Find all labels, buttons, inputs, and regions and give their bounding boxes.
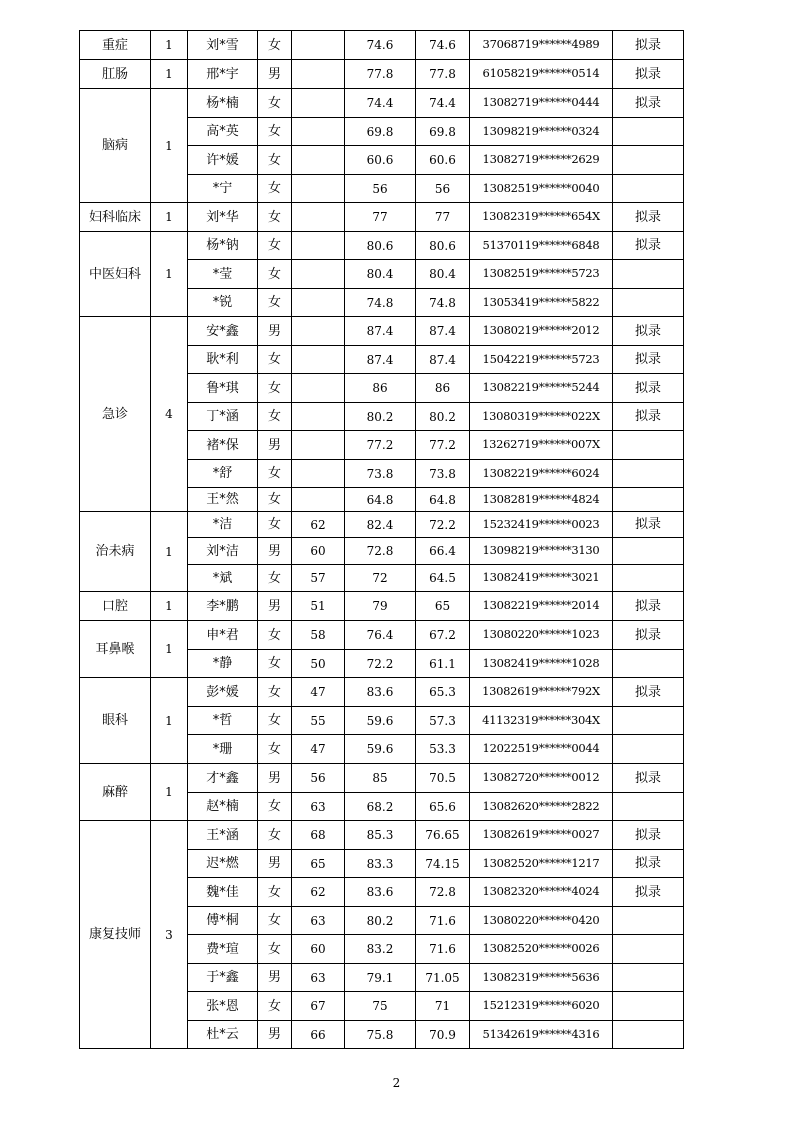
total-score-cell: 86 xyxy=(416,374,470,403)
written-score-cell: 47 xyxy=(292,678,345,707)
dept-cell: 急诊 xyxy=(80,317,151,512)
total-score-cell: 77.2 xyxy=(416,431,470,460)
id-number-cell: 13098219******0324 xyxy=(470,118,613,146)
result-cell: 拟录 xyxy=(613,31,684,60)
name-cell: *珊 xyxy=(188,735,258,764)
interview-score-cell: 68.2 xyxy=(345,793,416,821)
interview-score-cell: 85 xyxy=(345,764,416,793)
table-row xyxy=(80,592,684,621)
written-score-cell: 51 xyxy=(292,592,345,621)
sex-cell: 女 xyxy=(258,650,292,678)
written-score-cell xyxy=(292,374,345,403)
total-score-cell: 66.4 xyxy=(416,538,470,565)
result-cell: 拟录 xyxy=(613,60,684,89)
interview-score-cell: 77 xyxy=(345,203,416,232)
name-cell: *锐 xyxy=(188,289,258,317)
name-cell: 王*然 xyxy=(188,488,258,512)
result-cell xyxy=(613,1021,684,1049)
total-score-cell: 71.6 xyxy=(416,935,470,964)
page-number: 2 xyxy=(392,1076,401,1090)
id-number-cell: 13082320******4024 xyxy=(470,878,613,907)
result-cell: 拟录 xyxy=(613,821,684,850)
name-cell: 许*媛 xyxy=(188,146,258,175)
dept-cell: 康复技师 xyxy=(80,821,151,1049)
result-cell: 拟录 xyxy=(613,878,684,907)
name-cell: *斌 xyxy=(188,565,258,592)
written-score-cell: 56 xyxy=(292,764,345,793)
total-score-cell: 71.05 xyxy=(416,964,470,992)
result-cell xyxy=(613,992,684,1021)
interview-score-cell: 74.4 xyxy=(345,89,416,118)
total-score-cell: 87.4 xyxy=(416,346,470,374)
quota-cell: 4 xyxy=(151,317,188,512)
sex-cell: 女 xyxy=(258,289,292,317)
written-score-cell xyxy=(292,289,345,317)
id-number-cell: 41132319******304X xyxy=(470,707,613,735)
interview-score-cell: 80.2 xyxy=(345,907,416,935)
written-score-cell: 63 xyxy=(292,964,345,992)
result-cell: 拟录 xyxy=(613,764,684,793)
sex-cell: 女 xyxy=(258,260,292,289)
sex-cell: 女 xyxy=(258,146,292,175)
written-score-cell xyxy=(292,431,345,460)
sex-cell: 男 xyxy=(258,850,292,878)
id-number-cell: 13082519******5723 xyxy=(470,260,613,289)
interview-score-cell: 74.8 xyxy=(345,289,416,317)
id-number-cell: 13082520******0026 xyxy=(470,935,613,964)
name-cell: 杨*楠 xyxy=(188,89,258,118)
written-score-cell: 57 xyxy=(292,565,345,592)
id-number-cell: 13082619******792X xyxy=(470,678,613,707)
id-number-cell: 13082619******0027 xyxy=(470,821,613,850)
name-cell: 傅*桐 xyxy=(188,907,258,935)
id-number-cell: 13082719******2629 xyxy=(470,146,613,175)
interview-score-cell: 56 xyxy=(345,175,416,203)
name-cell: 邢*宇 xyxy=(188,60,258,89)
id-number-cell: 13262719******007X xyxy=(470,431,613,460)
interview-score-cell: 72 xyxy=(345,565,416,592)
name-cell: 鲁*琪 xyxy=(188,374,258,403)
sex-cell: 女 xyxy=(258,175,292,203)
dept-cell: 眼科 xyxy=(80,678,151,764)
total-score-cell: 87.4 xyxy=(416,317,470,346)
quota-cell: 3 xyxy=(151,821,188,1049)
result-cell: 拟录 xyxy=(613,621,684,650)
sex-cell: 女 xyxy=(258,935,292,964)
name-cell: 高*英 xyxy=(188,118,258,146)
results-table xyxy=(79,30,684,1049)
table-row xyxy=(80,232,684,260)
result-cell xyxy=(613,735,684,764)
id-number-cell: 51342619******4316 xyxy=(470,1021,613,1049)
result-cell: 拟录 xyxy=(613,678,684,707)
table-row xyxy=(80,764,684,793)
quota-cell: 1 xyxy=(151,621,188,678)
sex-cell: 女 xyxy=(258,403,292,431)
sex-cell: 女 xyxy=(258,118,292,146)
result-cell: 拟录 xyxy=(613,89,684,118)
table-row xyxy=(80,821,684,850)
interview-score-cell: 77.8 xyxy=(345,60,416,89)
total-score-cell: 64.8 xyxy=(416,488,470,512)
total-score-cell: 64.5 xyxy=(416,565,470,592)
total-score-cell: 70.9 xyxy=(416,1021,470,1049)
total-score-cell: 76.65 xyxy=(416,821,470,850)
sex-cell: 男 xyxy=(258,964,292,992)
interview-score-cell: 60.6 xyxy=(345,146,416,175)
written-score-cell xyxy=(292,232,345,260)
written-score-cell: 55 xyxy=(292,707,345,735)
name-cell: 刘*洁 xyxy=(188,538,258,565)
total-score-cell: 74.4 xyxy=(416,89,470,118)
total-score-cell: 56 xyxy=(416,175,470,203)
total-score-cell: 60.6 xyxy=(416,146,470,175)
written-score-cell xyxy=(292,403,345,431)
quota-cell: 1 xyxy=(151,31,188,60)
total-score-cell: 61.1 xyxy=(416,650,470,678)
table-row xyxy=(80,317,684,346)
result-cell xyxy=(613,289,684,317)
written-score-cell xyxy=(292,89,345,118)
sex-cell: 女 xyxy=(258,203,292,232)
name-cell: *莹 xyxy=(188,260,258,289)
result-cell xyxy=(613,707,684,735)
result-cell: 拟录 xyxy=(613,850,684,878)
total-score-cell: 71.6 xyxy=(416,907,470,935)
sex-cell: 女 xyxy=(258,565,292,592)
interview-score-cell: 79 xyxy=(345,592,416,621)
quota-cell: 1 xyxy=(151,60,188,89)
result-cell: 拟录 xyxy=(613,592,684,621)
total-score-cell: 67.2 xyxy=(416,621,470,650)
interview-score-cell: 75.8 xyxy=(345,1021,416,1049)
sex-cell: 女 xyxy=(258,707,292,735)
id-number-cell: 12022519******0044 xyxy=(470,735,613,764)
sex-cell: 女 xyxy=(258,346,292,374)
id-number-cell: 13082720******0012 xyxy=(470,764,613,793)
total-score-cell: 80.2 xyxy=(416,403,470,431)
result-cell xyxy=(613,431,684,460)
id-number-cell: 15232419******0023 xyxy=(470,512,613,538)
result-cell xyxy=(613,565,684,592)
sex-cell: 女 xyxy=(258,460,292,488)
id-number-cell: 13082719******0444 xyxy=(470,89,613,118)
interview-score-cell: 83.3 xyxy=(345,850,416,878)
interview-score-cell: 59.6 xyxy=(345,735,416,764)
written-score-cell: 60 xyxy=(292,538,345,565)
name-cell: *洁 xyxy=(188,512,258,538)
sex-cell: 女 xyxy=(258,735,292,764)
result-cell: 拟录 xyxy=(613,374,684,403)
total-score-cell: 77 xyxy=(416,203,470,232)
interview-score-cell: 83.2 xyxy=(345,935,416,964)
id-number-cell: 13082219******5244 xyxy=(470,374,613,403)
result-cell xyxy=(613,175,684,203)
result-cell xyxy=(613,907,684,935)
dept-cell: 耳鼻喉 xyxy=(80,621,151,678)
name-cell: *静 xyxy=(188,650,258,678)
name-cell: 费*瑄 xyxy=(188,935,258,964)
quota-cell: 1 xyxy=(151,678,188,764)
id-number-cell: 13082219******2014 xyxy=(470,592,613,621)
interview-score-cell: 87.4 xyxy=(345,317,416,346)
id-number-cell: 13082620******2822 xyxy=(470,793,613,821)
dept-cell: 妇科临床 xyxy=(80,203,151,232)
interview-score-cell: 76.4 xyxy=(345,621,416,650)
table-row xyxy=(80,203,684,232)
written-score-cell xyxy=(292,203,345,232)
quota-cell: 1 xyxy=(151,512,188,592)
name-cell: 刘*雪 xyxy=(188,31,258,60)
written-score-cell: 66 xyxy=(292,1021,345,1049)
interview-score-cell: 72.8 xyxy=(345,538,416,565)
quota-cell: 1 xyxy=(151,89,188,203)
result-cell xyxy=(613,964,684,992)
total-score-cell: 72.8 xyxy=(416,878,470,907)
name-cell: 褚*保 xyxy=(188,431,258,460)
name-cell: *宁 xyxy=(188,175,258,203)
name-cell: 彭*媛 xyxy=(188,678,258,707)
dept-cell: 治未病 xyxy=(80,512,151,592)
id-number-cell: 13082819******4824 xyxy=(470,488,613,512)
total-score-cell: 77.8 xyxy=(416,60,470,89)
interview-score-cell: 72.2 xyxy=(345,650,416,678)
result-cell: 拟录 xyxy=(613,346,684,374)
quota-cell: 1 xyxy=(151,203,188,232)
total-score-cell: 57.3 xyxy=(416,707,470,735)
table-row xyxy=(80,89,684,118)
dept-cell: 肛肠 xyxy=(80,60,151,89)
name-cell: *哲 xyxy=(188,707,258,735)
sex-cell: 男 xyxy=(258,592,292,621)
sex-cell: 女 xyxy=(258,793,292,821)
id-number-cell: 37068719******4989 xyxy=(470,31,613,60)
id-number-cell: 13080319******022X xyxy=(470,403,613,431)
result-cell xyxy=(613,935,684,964)
total-score-cell: 80.4 xyxy=(416,260,470,289)
quota-cell: 1 xyxy=(151,232,188,317)
written-score-cell xyxy=(292,175,345,203)
sex-cell: 男 xyxy=(258,317,292,346)
sex-cell: 女 xyxy=(258,232,292,260)
name-cell: 耿*利 xyxy=(188,346,258,374)
sex-cell: 男 xyxy=(258,538,292,565)
written-score-cell: 63 xyxy=(292,907,345,935)
written-score-cell: 50 xyxy=(292,650,345,678)
interview-score-cell: 75 xyxy=(345,992,416,1021)
total-score-cell: 65.6 xyxy=(416,793,470,821)
id-number-cell: 13080220******1023 xyxy=(470,621,613,650)
name-cell: *舒 xyxy=(188,460,258,488)
sex-cell: 男 xyxy=(258,431,292,460)
interview-score-cell: 86 xyxy=(345,374,416,403)
sex-cell: 男 xyxy=(258,60,292,89)
written-score-cell: 58 xyxy=(292,621,345,650)
table-row xyxy=(80,621,684,650)
quota-cell: 1 xyxy=(151,764,188,821)
result-cell: 拟录 xyxy=(613,232,684,260)
name-cell: 杨*钠 xyxy=(188,232,258,260)
sex-cell: 女 xyxy=(258,374,292,403)
id-number-cell: 13053419******5822 xyxy=(470,289,613,317)
interview-score-cell: 85.3 xyxy=(345,821,416,850)
name-cell: 刘*华 xyxy=(188,203,258,232)
interview-score-cell: 59.6 xyxy=(345,707,416,735)
interview-score-cell: 64.8 xyxy=(345,488,416,512)
result-cell xyxy=(613,793,684,821)
written-score-cell xyxy=(292,488,345,512)
total-score-cell: 53.3 xyxy=(416,735,470,764)
interview-score-cell: 79.1 xyxy=(345,964,416,992)
result-cell: 拟录 xyxy=(613,317,684,346)
sex-cell: 女 xyxy=(258,621,292,650)
result-cell xyxy=(613,460,684,488)
name-cell: 安*鑫 xyxy=(188,317,258,346)
written-score-cell: 63 xyxy=(292,793,345,821)
total-score-cell: 74.8 xyxy=(416,289,470,317)
interview-score-cell: 80.6 xyxy=(345,232,416,260)
id-number-cell: 15042219******5723 xyxy=(470,346,613,374)
dept-cell: 麻醉 xyxy=(80,764,151,821)
id-number-cell: 13080219******2012 xyxy=(470,317,613,346)
written-score-cell xyxy=(292,460,345,488)
id-number-cell: 13080220******0420 xyxy=(470,907,613,935)
id-number-cell: 61058219******0514 xyxy=(470,60,613,89)
written-score-cell xyxy=(292,60,345,89)
total-score-cell: 73.8 xyxy=(416,460,470,488)
interview-score-cell: 74.6 xyxy=(345,31,416,60)
id-number-cell: 13098219******3130 xyxy=(470,538,613,565)
result-cell xyxy=(613,650,684,678)
table-row xyxy=(80,60,684,89)
interview-score-cell: 87.4 xyxy=(345,346,416,374)
written-score-cell xyxy=(292,260,345,289)
id-number-cell: 13082519******0040 xyxy=(470,175,613,203)
table-body xyxy=(80,31,684,1049)
id-number-cell: 15212319******6020 xyxy=(470,992,613,1021)
name-cell: 王*涵 xyxy=(188,821,258,850)
total-score-cell: 72.2 xyxy=(416,512,470,538)
name-cell: 李*鹏 xyxy=(188,592,258,621)
interview-score-cell: 82.4 xyxy=(345,512,416,538)
result-cell xyxy=(613,260,684,289)
dept-cell: 中医妇科 xyxy=(80,232,151,317)
result-cell xyxy=(613,538,684,565)
name-cell: 张*恩 xyxy=(188,992,258,1021)
sex-cell: 女 xyxy=(258,512,292,538)
name-cell: 申*君 xyxy=(188,621,258,650)
written-score-cell: 65 xyxy=(292,850,345,878)
interview-score-cell: 83.6 xyxy=(345,878,416,907)
name-cell: 丁*涵 xyxy=(188,403,258,431)
sex-cell: 男 xyxy=(258,764,292,793)
result-cell: 拟录 xyxy=(613,512,684,538)
total-score-cell: 80.6 xyxy=(416,232,470,260)
written-score-cell: 62 xyxy=(292,512,345,538)
result-cell: 拟录 xyxy=(613,403,684,431)
written-score-cell: 67 xyxy=(292,992,345,1021)
id-number-cell: 13082419******3021 xyxy=(470,565,613,592)
sex-cell: 女 xyxy=(258,488,292,512)
table-row xyxy=(80,31,684,60)
name-cell: 杜*云 xyxy=(188,1021,258,1049)
result-cell xyxy=(613,118,684,146)
dept-cell: 重症 xyxy=(80,31,151,60)
table-row xyxy=(80,512,684,538)
result-cell: 拟录 xyxy=(613,203,684,232)
result-cell xyxy=(613,146,684,175)
id-number-cell: 13082219******6024 xyxy=(470,460,613,488)
written-score-cell xyxy=(292,346,345,374)
sex-cell: 女 xyxy=(258,31,292,60)
total-score-cell: 74.15 xyxy=(416,850,470,878)
id-number-cell: 13082319******5636 xyxy=(470,964,613,992)
dept-cell: 脑病 xyxy=(80,89,151,203)
sex-cell: 女 xyxy=(258,992,292,1021)
total-score-cell: 70.5 xyxy=(416,764,470,793)
written-score-cell xyxy=(292,317,345,346)
interview-score-cell: 69.8 xyxy=(345,118,416,146)
sex-cell: 女 xyxy=(258,907,292,935)
written-score-cell: 62 xyxy=(292,878,345,907)
written-score-cell: 60 xyxy=(292,935,345,964)
id-number-cell: 13082319******654X xyxy=(470,203,613,232)
name-cell: 才*鑫 xyxy=(188,764,258,793)
sex-cell: 女 xyxy=(258,678,292,707)
total-score-cell: 71 xyxy=(416,992,470,1021)
written-score-cell: 47 xyxy=(292,735,345,764)
name-cell: 赵*楠 xyxy=(188,793,258,821)
interview-score-cell: 80.4 xyxy=(345,260,416,289)
name-cell: 于*鑫 xyxy=(188,964,258,992)
id-number-cell: 13082419******1028 xyxy=(470,650,613,678)
total-score-cell: 65 xyxy=(416,592,470,621)
table-row xyxy=(80,678,684,707)
total-score-cell: 69.8 xyxy=(416,118,470,146)
written-score-cell xyxy=(292,31,345,60)
written-score-cell xyxy=(292,118,345,146)
written-score-cell: 68 xyxy=(292,821,345,850)
sex-cell: 女 xyxy=(258,89,292,118)
total-score-cell: 74.6 xyxy=(416,31,470,60)
total-score-cell: 65.3 xyxy=(416,678,470,707)
name-cell: 魏*佳 xyxy=(188,878,258,907)
sex-cell: 男 xyxy=(258,1021,292,1049)
result-cell xyxy=(613,488,684,512)
id-number-cell: 51370119******6848 xyxy=(470,232,613,260)
quota-cell: 1 xyxy=(151,592,188,621)
interview-score-cell: 77.2 xyxy=(345,431,416,460)
sex-cell: 女 xyxy=(258,821,292,850)
interview-score-cell: 80.2 xyxy=(345,403,416,431)
interview-score-cell: 73.8 xyxy=(345,460,416,488)
id-number-cell: 13082520******1217 xyxy=(470,850,613,878)
interview-score-cell: 83.6 xyxy=(345,678,416,707)
name-cell: 迟*燃 xyxy=(188,850,258,878)
written-score-cell xyxy=(292,146,345,175)
dept-cell: 口腔 xyxy=(80,592,151,621)
sex-cell: 女 xyxy=(258,878,292,907)
